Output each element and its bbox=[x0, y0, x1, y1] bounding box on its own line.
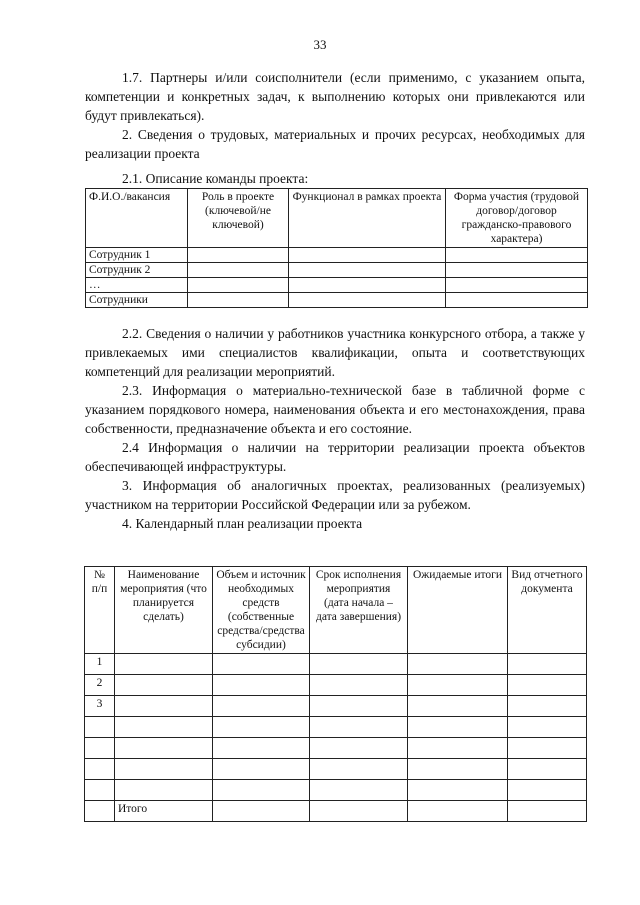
team-table-row bbox=[86, 248, 588, 263]
plan-header-funds: Объем и источник необходимых средств (собственные средства/средства субсидии) bbox=[213, 567, 310, 654]
team-row-label: Сотрудник 2 bbox=[86, 263, 188, 278]
plan-cell bbox=[213, 780, 310, 801]
plan-table-body bbox=[85, 654, 587, 822]
plan-cell bbox=[310, 801, 408, 822]
team-cell bbox=[446, 248, 588, 263]
team-row-label: Сотрудники bbox=[86, 293, 188, 308]
plan-cell bbox=[508, 780, 587, 801]
plan-cell bbox=[310, 738, 408, 759]
team-header-participation: Форма участия (трудовой договор/договор гражданско-правового характера) bbox=[446, 189, 588, 248]
paragraph-2-2: 2.2. Сведения о наличии у работников участника конкурсного отбора, а также у привлекаемых ими специалистов квалификации, опыта и соответствующих компетенций для реализации мероприятий. bbox=[85, 326, 585, 379]
section-1-7 bbox=[85, 68, 585, 163]
paragraph-3: 3. Информация об аналогичных проектах, реализованных (реализуемых) участником на территории Российской Федерации или за рубежом. bbox=[85, 478, 585, 512]
plan-table-row bbox=[85, 675, 587, 696]
plan-header-report: Вид отчетного документа bbox=[508, 567, 587, 654]
plan-row-activity bbox=[115, 759, 213, 780]
plan-table-row bbox=[85, 717, 587, 738]
plan-cell bbox=[213, 759, 310, 780]
plan-row-activity bbox=[115, 780, 213, 801]
paragraph-2-1: 2.1. Описание команды проекта: bbox=[122, 171, 309, 186]
plan-row-activity bbox=[115, 738, 213, 759]
team-row-label: Сотрудник 1 bbox=[86, 248, 188, 263]
plan-cell bbox=[508, 654, 587, 675]
plan-cell bbox=[213, 717, 310, 738]
team-cell bbox=[446, 278, 588, 293]
plan-row-number: 3 bbox=[85, 696, 115, 717]
page-number: 33 bbox=[313, 37, 327, 52]
plan-cell bbox=[310, 675, 408, 696]
team-row-label: … bbox=[86, 278, 188, 293]
plan-header-number: № п/п bbox=[85, 567, 115, 654]
team-cell bbox=[446, 263, 588, 278]
paragraph-1-7: 1.7. Партнеры и/или соисполнители (если применимо, с указанием опыта, компетенции и конкретных задач, к выполнению которых они привлекаются или будут привлекаться). bbox=[85, 70, 585, 123]
plan-row-number: 2 bbox=[85, 675, 115, 696]
plan-header-results: Ожидаемые итоги bbox=[408, 567, 508, 654]
plan-cell bbox=[508, 696, 587, 717]
team-cell bbox=[289, 293, 446, 308]
team-cell bbox=[188, 278, 289, 293]
paragraph-2-3: 2.3. Информация о материально-технической базе в табличной форме с указанием порядкового номера, наименования объекта и его местонахождения, права собственности, предназначение объекта и его состояние. bbox=[85, 383, 585, 436]
plan-cell bbox=[213, 654, 310, 675]
team-header-name: Ф.И.О./вакансия bbox=[86, 189, 188, 248]
team-table-row bbox=[86, 293, 588, 308]
plan-cell bbox=[408, 654, 508, 675]
plan-cell bbox=[213, 801, 310, 822]
plan-cell bbox=[508, 675, 587, 696]
plan-cell bbox=[508, 759, 587, 780]
team-cell bbox=[188, 293, 289, 308]
team-table-header-row bbox=[86, 189, 588, 248]
plan-cell bbox=[213, 696, 310, 717]
plan-table-row bbox=[85, 759, 587, 780]
plan-cell bbox=[213, 675, 310, 696]
section-2-1 bbox=[85, 169, 585, 188]
team-cell bbox=[188, 248, 289, 263]
plan-table-row bbox=[85, 696, 587, 717]
plan-cell bbox=[408, 759, 508, 780]
plan-cell bbox=[408, 675, 508, 696]
team-cell bbox=[188, 263, 289, 278]
plan-row-number bbox=[85, 717, 115, 738]
plan-cell bbox=[310, 780, 408, 801]
plan-cell bbox=[508, 738, 587, 759]
plan-table bbox=[84, 566, 587, 822]
team-table bbox=[85, 188, 588, 308]
plan-cell bbox=[310, 717, 408, 738]
team-cell bbox=[446, 293, 588, 308]
team-cell bbox=[289, 278, 446, 293]
plan-cell bbox=[213, 738, 310, 759]
plan-header-deadline: Срок исполнения мероприятия (дата начала – дата завершения) bbox=[310, 567, 408, 654]
plan-cell bbox=[408, 738, 508, 759]
team-cell bbox=[289, 263, 446, 278]
plan-row-activity bbox=[115, 654, 213, 675]
plan-row-number bbox=[85, 738, 115, 759]
plan-table-row bbox=[85, 801, 587, 822]
plan-row-activity bbox=[115, 696, 213, 717]
plan-table-header-row bbox=[85, 567, 587, 654]
plan-row-number bbox=[85, 759, 115, 780]
paragraph-2-4: 2.4 Информация о наличии на территории реализации проекта объектов обеспечивающей инфраструктуры. bbox=[85, 440, 585, 474]
paragraph-4: 4. Календарный план реализации проекта bbox=[122, 516, 363, 531]
plan-row-activity bbox=[115, 717, 213, 738]
team-header-role: Роль в проекте (ключевой/не ключевой) bbox=[188, 189, 289, 248]
plan-row-number bbox=[85, 780, 115, 801]
plan-cell bbox=[408, 696, 508, 717]
plan-cell bbox=[508, 801, 587, 822]
paragraph-2: 2. Сведения о трудовых, материальных и прочих ресурсах, необходимых для реализации проекта bbox=[85, 127, 585, 161]
plan-cell bbox=[310, 654, 408, 675]
team-table-body bbox=[86, 248, 588, 308]
plan-table-row bbox=[85, 654, 587, 675]
team-header-function: Функционал в рамках проекта bbox=[289, 189, 446, 248]
team-table-row bbox=[86, 263, 588, 278]
plan-cell bbox=[408, 780, 508, 801]
plan-table-row bbox=[85, 738, 587, 759]
plan-row-number: 1 bbox=[85, 654, 115, 675]
plan-cell bbox=[310, 759, 408, 780]
plan-cell bbox=[408, 717, 508, 738]
plan-cell bbox=[408, 801, 508, 822]
section-2-2-to-4 bbox=[85, 324, 585, 533]
plan-row-activity: Итого bbox=[115, 801, 213, 822]
plan-table-row bbox=[85, 780, 587, 801]
plan-row-number bbox=[85, 801, 115, 822]
team-table-row bbox=[86, 278, 588, 293]
plan-row-activity bbox=[115, 675, 213, 696]
plan-header-activity: Наименование мероприятия (что планируется сделать) bbox=[115, 567, 213, 654]
plan-cell bbox=[508, 717, 587, 738]
team-cell bbox=[289, 248, 446, 263]
plan-cell bbox=[310, 696, 408, 717]
